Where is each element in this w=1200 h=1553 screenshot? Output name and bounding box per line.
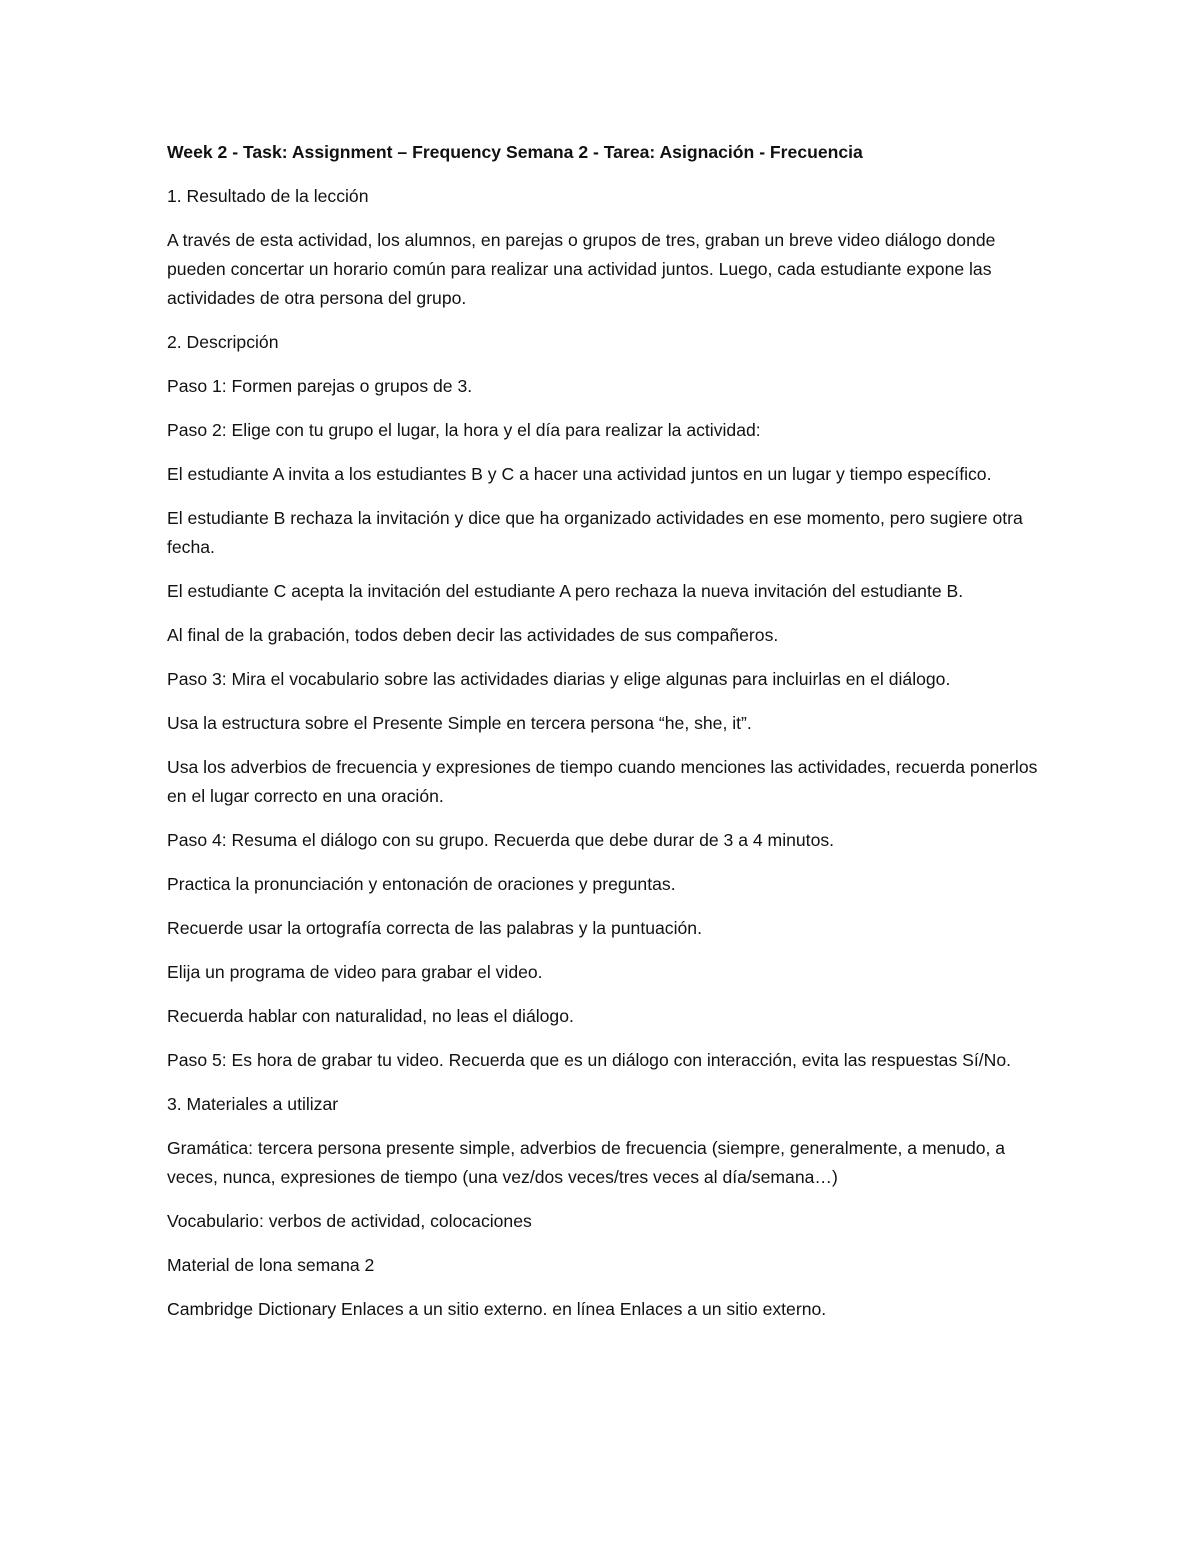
paragraph-presente-simple: Usa la estructura sobre el Presente Simple en tercera persona “he, she, it”.: [167, 713, 752, 733]
paragraph-programa-video: Elija un programa de video para grabar el video.: [167, 962, 543, 982]
material-vocabulario: Vocabulario: verbos de actividad, colocaciones: [167, 1211, 532, 1231]
paragraph-adverbios: Usa los adverbios de frecuencia y expresiones de tiempo cuando menciones las actividades, recuerda ponerlos en el lugar correcto en una oración.: [167, 757, 1038, 806]
material-cambridge: Cambridge Dictionary Enlaces a un sitio externo. en línea Enlaces a un sitio externo.: [167, 1299, 827, 1319]
paragraph-paso-5: Paso 5: Es hora de grabar tu video. Recuerda que es un diálogo con interacción, evita las respuestas Sí/No.: [167, 1050, 1012, 1070]
material-lona: Material de lona semana 2: [167, 1255, 375, 1275]
section-heading-descripcion: 2. Descripción: [167, 332, 279, 352]
document-body: [167, 138, 1047, 1339]
section-body-resultado: A través de esta actividad, los alumnos, en parejas o grupos de tres, graban un breve video diálogo donde pueden concertar un horario común para realizar una actividad juntos. Luego, cada estudiante expone las actividades de otra persona del grupo.: [167, 230, 996, 308]
material-gramatica: Gramática: tercera persona presente simple, adverbios de frecuencia (siempre, generalmente, a menudo, a veces, nunca, expresiones de tiempo (una vez/dos veces/tres veces al día/semana…): [167, 1138, 1006, 1187]
paragraph-ortografia: Recuerde usar la ortografía correcta de las palabras y la puntuación.: [167, 918, 702, 938]
paragraph-estudiante-a: El estudiante A invita a los estudiantes B y C a hacer una actividad juntos en un lugar y tiempo específico.: [167, 464, 992, 484]
paragraph-paso-4: Paso 4: Resuma el diálogo con su grupo. Recuerda que debe durar de 3 a 4 minutos.: [167, 830, 835, 850]
paragraph-naturalidad: Recuerda hablar con naturalidad, no leas el diálogo.: [167, 1006, 574, 1026]
paragraph-estudiante-b: El estudiante B rechaza la invitación y dice que ha organizado actividades en ese momento, pero sugiere otra fecha.: [167, 508, 1023, 557]
document-title: Week 2 - Task: Assignment – Frequency Semana 2 - Tarea: Asignación - Frecuencia: [167, 142, 863, 162]
section-heading-materiales: 3. Materiales a utilizar: [167, 1094, 339, 1114]
paragraph-paso-1: Paso 1: Formen parejas o grupos de 3.: [167, 376, 473, 396]
paragraph-paso-2: Paso 2: Elige con tu grupo el lugar, la hora y el día para realizar la actividad:: [167, 420, 761, 440]
paragraph-pronunciacion: Practica la pronunciación y entonación de oraciones y preguntas.: [167, 874, 676, 894]
paragraph-estudiante-c: El estudiante C acepta la invitación del estudiante A pero rechaza la nueva invitación del estudiante B.: [167, 581, 964, 601]
paragraph-paso-3: Paso 3: Mira el vocabulario sobre las actividades diarias y elige algunas para incluirlas en el diálogo.: [167, 669, 951, 689]
section-heading-resultado: 1. Resultado de la lección: [167, 186, 369, 206]
paragraph-final-grabacion: Al final de la grabación, todos deben decir las actividades de sus compañeros.: [167, 625, 779, 645]
